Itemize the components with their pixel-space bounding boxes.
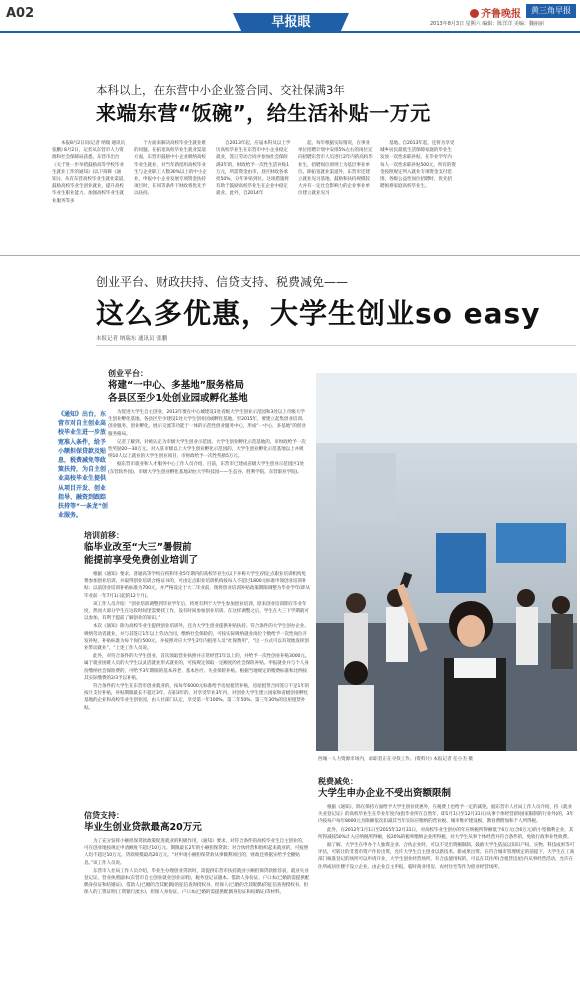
section-para: 此外，对符合条件的大学生创业，首次领取营业执照并正常经营1年以上的，并给予一次性创业补贴3000元。属于就业困难人员的大学生以灵活就业形式就业的，可按规定领取一定额度的社会保险补贴。申报就业并与个人身份缴纳社会保险费的，可给予3年期限的基本养老、基本医疗、失业保险补贴。根据当地规定的缴费标准和比例按其实际缴费的2/3予以补贴。 [84, 654, 310, 681]
section-body [108, 409, 308, 476]
article1-kicker: 本科以上，在东营中小企业签合同、交社保满3年 [96, 83, 345, 97]
brand-edition: 黄三角早报 [526, 4, 576, 18]
section-para: 据了解，大学生在申办个人独资企业、合伙企业时，可以不受出资额限制。鼓励大学生依法以知识产权、实物、科技成果等可评估，可转让的非货币资产作价出资，允许大学生自主创业以新技术、新成果出资。在符合城市管理规定的前提下，大学生在工商部门核准登记的场所可以申请开业，大学生创业经营场所，有合法使用权的，可以在其住所(含租赁房屋)内从事经营活动，允许在住所或居住楼宇设立企业，由企业自主申报，临时商业用房、农村住宅等作为创业经营场所。 [318, 843, 575, 870]
section-body [318, 804, 576, 871]
article1-column-4 [298, 140, 374, 198]
section-heading: 大学生申办企业不受出资额限制 [318, 788, 452, 799]
section-label: 创业平台： [108, 369, 148, 378]
section-para: 此外，在2012年1月1日至2015年12月31日，对高校毕业生创办的年应纳税所得额低于6万元(含6万元)的小型微利企业，其所得减按50%计入应纳税所得额，按20%的税率缴纳企业所得税，对大学生从事个体经营并符合条件的，免收行政事业性收费。 [318, 827, 574, 840]
section-heading: 临毕业改至“大三”暑假前 能提前享受免费创业培训了 [84, 542, 199, 566]
dateline: 2013年8月3日 星期六 编辑：陈洋洋 美编：魏丽丽 [430, 21, 544, 27]
article2-title: 这么多优惠，大学生创业so easy [96, 297, 541, 330]
section-training [84, 530, 310, 712]
article1-para: 基地。自2013年起，还将为享受城乡居民最低生活保障家庭的毕业生发放一次性求职补贴，在毕业学年内每人一次性求职补贴500元，所有的资金按照规定列入就业专项资金支付范围，各级公益性岗位招聘时，优先招聘困难家庭高校毕业生。 [380, 141, 456, 190]
article1-title: 来端东营“饭碗”，给生活补贴一万元 [96, 101, 431, 125]
article2-byline: 本报记者 纳瑞东 通讯员 张鹏 [96, 336, 168, 342]
section-para: 记者了解到，对被认定为市级大学生创业示范园、大学生创业孵化示范基地的，市财政给予一次性奖励20—30万元。对入驻市级以上大学生创业孵化示范园的，大学生创业孵化示范基地以上并吸纳10人以上就业的大学生创业项目，市财政给予一次性奖励5万元。 [108, 439, 306, 460]
section-platform [108, 368, 308, 476]
article1-para: 本报8月2日讯(记者 纳瑞 通讯员 张鹏) 8月2日，记者从东营市人力资源和社会保障局获悉，东营市出台《关于进一步举措鼓励高等学校毕业生就业工作的通知》(以下简称《通知》)，从有东营高校毕业生就业渠道，鼓励高校毕业生创业就业，提升高校毕业生职业能力，加强高校毕业生就业服务等多 [52, 141, 128, 204]
article1-para: 个方面来解决高校毕业生就业难的问题。在拓宽高校毕业生就业渠道方面，东营市鼓励中小企业吸纳高校毕业生就业，对当年新招用高校毕业生与企业职工人数30%以上的中小企业，申报中小企业发展专项资金扶持项目时，在同等条件下财政将优先予以扶持。 [134, 141, 207, 197]
article1-column-3 [216, 140, 292, 198]
summary-sidebar: 《通知》出台，东营市对自主创业高校毕业生进一步放宽准入条件，给予小额担保贷款及贴息，税费减免等政策扶持，为自主创业高校毕业生提供从项目开发、创业指导、融资到跟踪扶持等“一条龙”创业服务。 [58, 411, 108, 520]
article1-column-2 [134, 140, 210, 198]
article1-para: 起，每年根据实际情况，在事业单位招聘计划中安排5%左右的岗位定向招聘东营市人员进行2年内的高校毕业生，招聘岗位原则上为基层事业单位。除拓宽就业渠道外，东营市还建立就业见习基地，鼓励和扶持规模较大并有一定社会影响力的企业事业单位建立就业见习 [298, 141, 373, 197]
section-para: 符合条件的大学生在东营市创业就业的，按每年6000元标准给予房屋租赁补贴，房屋租赁合同签订不足1年的按月支付补贴，补贴期限最长不超过3年，在职3年的，对享受毕业3年内，对创业大学生建立国家和省级创业孵化基地的企业和高校毕业生创业园，由人社部门认定，享受第一年100%、第二年50%、第三年30%的房屋租赁补贴。 [84, 684, 310, 711]
brand-name: 齐鲁晚报 [481, 9, 521, 20]
article1-para: 自2013年起，应届本科及以上学历高校毕业生在东营市中小企业稳定就业，签订劳动合同并参加社会保险满3年的，财政给予一次性生活补贴1万元，所需资金由市、县区财政各承担50%，分年补贴到位。这项措施将有助于鼓励高校毕业生在企业中稳定就业。此外，自2014年 [216, 141, 291, 197]
photo-caption: 西城一人力资源市场内，求职者正在寻找工作。(资料片) 本报记者 任小杰 摄 [318, 757, 473, 762]
section-heading: 毕业生创业贷款最高20万元 [84, 822, 202, 833]
section-heading: 将建“一中心、多基地”服务格局 各县区至少1处创业园或孵化基地 [108, 380, 248, 404]
section-para: 根据《通知》，除在保持方面给予大学生创业优惠外，在税费上也给予一定的减免。据东营市人社局工作人员介绍，持《就业失业登记证》的高校毕业生在毕业年度内(指毕业所在自然年，即1月1日至12月31日)从事个体经营(除国家限制的行业外)的，3年内按每户每年8000元为限额依次扣减其当年实际应缴纳的营业税、城市维护建设税、教育费附加和个人所得税。 [318, 805, 574, 825]
section-para: 为促进大学生自主创业，2013年要在中心城建设1处省级大学生创业示范园和3处以上市级大学生创业孵化基地，各县区至少建设1处大学生创业园或孵化基地。至2015年，要建立起集创业培训、创业服务、创业孵化、展示交流等功能于一体的示范性创业服务中心，形成“一中心、多基地”的创业服务格局。 [108, 410, 307, 437]
section-label: 信贷支持： [84, 811, 124, 820]
page-number: A02 [6, 6, 35, 21]
section-body [84, 571, 310, 712]
section-para: 根据《通知》要求，普通高等学校在校和毕业5年期内的高校毕业生(以下并称大学生)到定点职业培训机构免费参加创业培训，并取得创业培训合格证书的，可由定点职业培训机构按每人不超过1800元标准申领创业培训补贴；以前创业培训补贴标准为700元，并严格设定于大二毕业前，现将创业培训补贴政策期限调整为毕业学年(即从毕业前一年7月1日起的12个月)。 [84, 572, 310, 599]
photo-illustration [316, 373, 577, 751]
header-rule [0, 31, 580, 33]
article1-column-1 [52, 140, 128, 205]
byline-divider [96, 345, 576, 346]
section-label: 培训前移： [84, 531, 124, 540]
newspaper-logo-icon [470, 9, 479, 18]
section-para: 本次《通知》除为高校毕业生提供创业培训外，还为大学生创业提供补贴扶持。符合条件的大学生创办企业、吸纳劳动者就业，并与其签订1年以上劳动合同，缴纳社会保险的，可按实际吸纳就业岗位个数给予一次性岗位开发补贴，补贴标准为每个岗位500元。并按照对应大学生2年内租用人员“社保费用”，“这一方式可以有效地发挥创业带动就业”，“上述工作人员说。 [84, 624, 309, 652]
section-label: 税费减免： [318, 777, 358, 786]
news-photo [316, 373, 577, 751]
section-tax [318, 776, 576, 871]
section-body [84, 838, 310, 897]
section-tab: 早报眼 [242, 13, 340, 33]
section-credit [84, 810, 310, 897]
section-para: 东营市人社局工作人员介绍，毕业生办理创业贷款时，需提供东营市扶持就业小额担保贷款推荐表，就业失业登记证，营业执照副本(东营市自主创业就业创业证明)，税务登记证副本、借款人身份证、户口本(已婚的需提供配偶身份证和结婚证)，借款人(已婚的含其配偶)的征信查询授权书，担保人(已婚的含其配偶)的征信查询授权书，担保人的工资证明(工资银行流水)，担保人身份证，户口本(已婚的需提供配偶身份证和结婚证)等材料。 [84, 868, 310, 896]
article-divider [0, 255, 580, 256]
brand-logo [470, 5, 521, 20]
section-para: 该工作人员介绍：“创业培训调整到毕业学年后，将更有利于大学生参加创业培训，原来创业培训期在毕业年度，然而大部分学生在这段时间里需要找工作，没有时间参加创业培训。在这样调整之后，学生在大三下学期就可以参加，有利于提前了解创业的知识。” [84, 601, 309, 622]
article1-column-5 [380, 140, 456, 190]
article2-kicker: 创业平台、财政扶持、信贷支持、税费减免—— [96, 275, 349, 289]
section-para: 为了充分发挥小额担保贷款政策促进就业的积极作用，《通知》要求，对符合条件的高校毕业生自主创业的，可在创业地按规定申请额度不超过10万元、期限最长2年的小额担保贷款；对合伙经营和组织起来就业的，可按照人均不超过10万元、贷款规模最高20万元。“对申请小额担保贷款从事微利项目的，财政还将据实给予全额贴息。”该工作人员说。 [84, 839, 309, 866]
section-para: 据东营市就业和人才服务中心工作人员介绍，目前，东营市已建成省级大学生创业示范园区1处(东营软件园)，市级大学生创业孵化基地3处(大学科技园——生态谷、胜利学院、东营职业学院)。 [108, 462, 305, 475]
